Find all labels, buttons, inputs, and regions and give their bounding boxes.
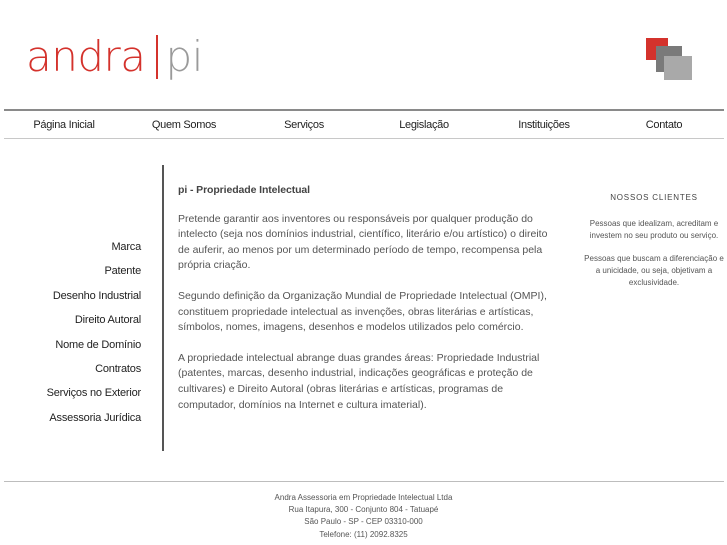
content-vertical-divider: [162, 165, 164, 451]
sidebar-item-contratos[interactable]: Contratos: [95, 363, 141, 376]
clients-panel: [584, 192, 724, 300]
sidebar-item-marca[interactable]: Marca: [111, 241, 141, 253]
content-paragraph: A propriedade intelectual abrange duas grandes áreas: Propriedade Industrial (patentes, marcas, desenho industrial, indicações geográficas e proteção de cultivares) e Direito Autoral (obras literárias e artísticas, programas de computador, domínios na Internet e cultura imaterial).: [178, 351, 540, 411]
logo-pi-text: pi: [165, 32, 203, 81]
sidebar-menu: [47, 235, 141, 430]
content-paragraph: Pretende garantir aos inventores ou responsáveis por qualquer produção do intelecto (seja nos domínios industrial, científico, literário e/ou artístico) o direito de auferir, ao menos por um determinado período de tempo, recompensa pela própria criação.: [178, 212, 548, 272]
nav-item-instituicoes[interactable]: Instituições: [518, 119, 570, 131]
footer-divider: [4, 481, 724, 482]
footer-city: São Paulo - SP - CEP 03310-000: [304, 517, 423, 527]
logo-squares-icon: [646, 38, 694, 80]
content-paragraph: Segundo definição da Organização Mundial de Propriedade Intelectual (OMPI), constituem propriedade intelectual as invenções, obras literárias e artísticas, símbolos, nomes, imagens, desenhos e modelos utilizados pelo comércio.: [178, 289, 547, 334]
sidebar-item-patente[interactable]: Patente: [104, 265, 141, 278]
sidebar-item-nome-de-dominio[interactable]: Nome de Domínio: [55, 338, 141, 351]
logo-divider: [156, 35, 158, 79]
clients-paragraph: Pessoas que buscam a diferenciação e a unicidade, ou seja, objetivam a exclusividade.: [584, 254, 724, 287]
nav-item-servicos[interactable]: Serviços: [284, 119, 324, 131]
main-nav: [4, 112, 724, 138]
footer: [0, 492, 727, 541]
nav-item-pagina-inicial[interactable]: Página Inicial: [33, 119, 95, 131]
clients-paragraph: Pessoas que idealizam, acreditam e investem no seu produto ou serviço.: [589, 219, 719, 240]
sidebar-item-desenho-industrial[interactable]: Desenho Industrial: [52, 289, 141, 302]
logo[interactable]: [26, 32, 203, 82]
nav-item-legislacao[interactable]: Legislação: [399, 119, 449, 131]
light-gray-square-icon: [664, 56, 692, 80]
footer-company-name: Andra Assessoria em Propriedade Intelectual Ltda: [274, 493, 453, 502]
sidebar-item-direito-autoral[interactable]: Direito Autoral: [74, 314, 141, 327]
clients-title: NOSSOS CLIENTES: [610, 193, 698, 202]
main-content: [178, 183, 558, 428]
logo-andra-text: andra: [26, 32, 146, 81]
sidebar-item-assessoria-juridica[interactable]: Assessoria Jurídica: [49, 411, 141, 424]
nav-bottom-divider: [4, 138, 724, 139]
footer-phone: Telefone: (11) 2092.8325: [319, 529, 408, 539]
nav-top-divider: [4, 109, 724, 111]
nav-item-quem-somos[interactable]: Quem Somos: [151, 119, 217, 131]
footer-address: Rua Itapura, 300 - Conjunto 804 - Tatuapé: [288, 505, 439, 515]
nav-item-contato[interactable]: Contato: [645, 119, 683, 131]
sidebar-item-servicos-no-exterior[interactable]: Serviços no Exterior: [46, 387, 141, 400]
page-title: pi - Propriedade Intelectual: [178, 184, 310, 196]
